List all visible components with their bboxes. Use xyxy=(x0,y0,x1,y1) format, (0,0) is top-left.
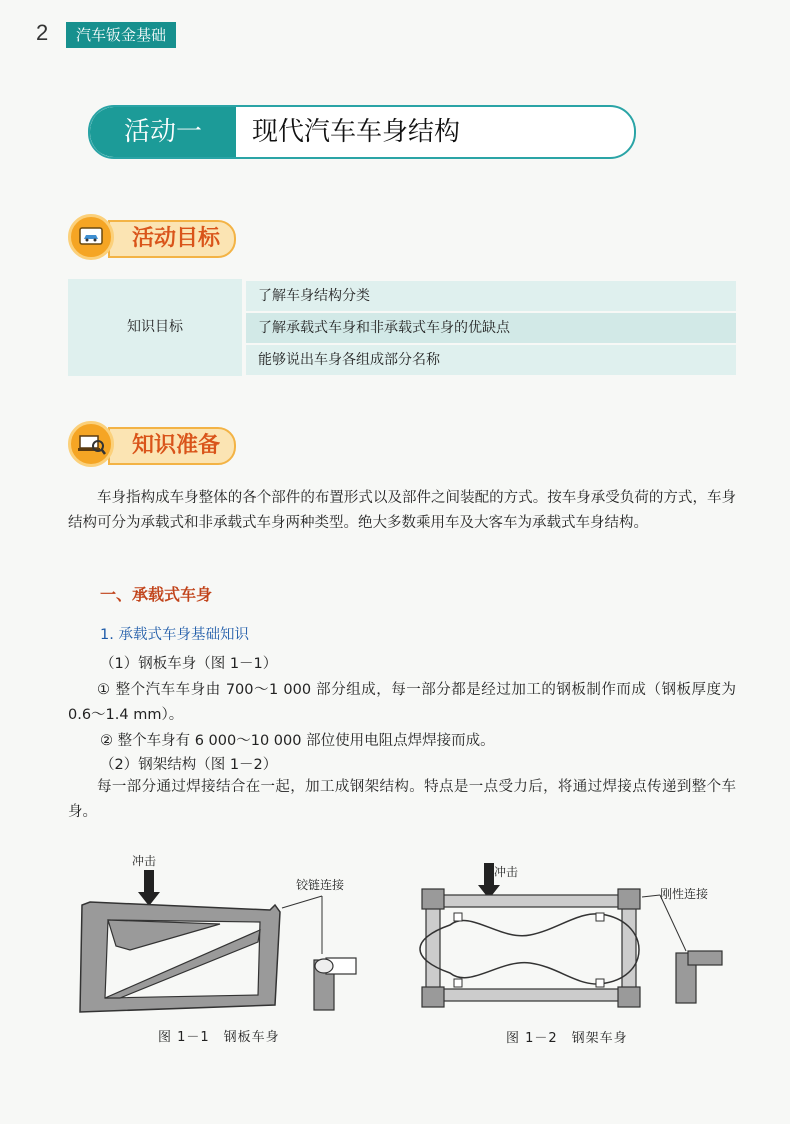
car-screen-icon xyxy=(68,214,114,260)
intro-paragraph: 车身指构成车身整体的各个部件的布置形式以及部件之间装配的方式。按车身承受负荷的方式，车身结构可分为承载式和非承载式车身两种类型。绝大多数乘用车及大客车为承载式车身结构。 xyxy=(68,490,736,531)
activity-banner xyxy=(88,105,636,159)
knowledge-tag-label: 知识准备 xyxy=(108,427,236,465)
goals-table xyxy=(68,279,736,376)
rigid-joint-label: 刚性连接 xyxy=(660,887,709,901)
impact-label: 冲击 xyxy=(494,865,519,879)
figure-caption: 图 1－1 钢板车身 xyxy=(158,1030,280,1045)
body-paragraph: 每一部分通过焊接结合在一起，加工成钢架结构。特点是一点受力后，将通过焊接点传递到整个车身。 xyxy=(68,779,736,820)
figure-caption: 图 1－2 钢架车身 xyxy=(506,1031,628,1046)
figure-steel-plate-body xyxy=(70,850,370,1045)
goals-tag xyxy=(68,214,268,260)
activity-number: 活动一 xyxy=(90,107,236,157)
body-line: （2）钢架结构（图 1－2） xyxy=(100,757,278,773)
goal-item: 了解承载式车身和非承载式车身的优缺点 xyxy=(246,313,736,343)
activity-title: 现代汽车车身结构 xyxy=(252,117,461,147)
body-paragraph: ① 整个汽车车身由 700～1 000 部分组成，每一部分都是经过加工的钢板制作而成（钢板厚度为 0.6～1.4 mm）。 xyxy=(68,682,736,723)
goal-item: 能够说出车身各组成部分名称 xyxy=(246,345,736,375)
subsection-heading: 1. 承载式车身基础知识 xyxy=(100,627,249,643)
goal-item: 了解车身结构分类 xyxy=(246,281,736,311)
knowledge-tag xyxy=(68,421,268,467)
goals-category: 知识目标 xyxy=(68,279,242,376)
goals-tag-label: 活动目标 xyxy=(108,220,236,258)
laptop-search-icon xyxy=(68,421,114,467)
book-title: 汽车钣金基础 xyxy=(66,22,176,48)
steel-frame-body-diagram xyxy=(410,855,740,1015)
figure-steel-frame-body xyxy=(410,855,740,1046)
hinge-joint-label: 铰链连接 xyxy=(296,878,345,892)
body-line: （1）钢板车身（图 1－1） xyxy=(100,656,278,672)
section-heading: 一、承载式车身 xyxy=(100,585,213,604)
page-number: 2 xyxy=(36,20,49,45)
impact-label: 冲击 xyxy=(132,854,157,868)
body-line: ② 整个车身有 6 000～10 000 部位使用电阻点焊焊接而成。 xyxy=(100,733,495,749)
